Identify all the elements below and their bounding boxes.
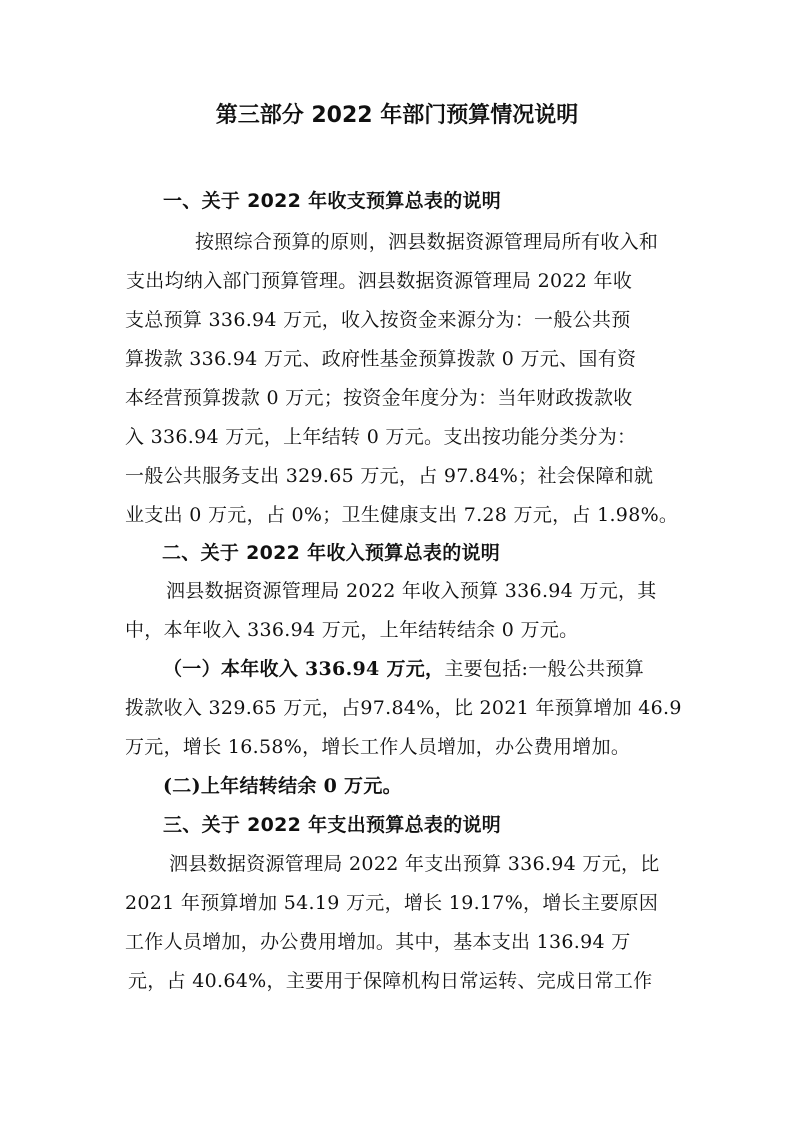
paragraph-line: 业支出 0 万元，占 0%；卫生健康支出 7.28 万元，占 1.98%。 xyxy=(125,504,679,526)
paragraph-line: 按照综合预算的原则，泗县数据资源管理局所有收入和 xyxy=(195,231,659,253)
paragraph-line: 入 336.94 万元，上年结转 0 万元。支出按功能分类分为： xyxy=(125,426,637,448)
paragraph-line: 拨款收入 329.65 万元，占97.84%，比 2021 年预算增加 46.9 xyxy=(125,697,682,719)
paragraph-line: 工作人员增加，办公费用增加。其中，基本支出 136.94 万 xyxy=(125,931,631,953)
page-title: 第三部分 2022 年部门预算情况说明 xyxy=(215,103,579,128)
subsection-2-heading: (二)上年结转结余 0 万元。 xyxy=(163,775,402,797)
section-heading-3: 三、关于 2022 年支出预算总表的说明 xyxy=(163,814,502,836)
paragraph-line: 2021 年预算增加 54.19 万元，增长 19.17%，增长主要原因 xyxy=(125,892,659,914)
subsection-1-heading: （一）本年收入 336.94 万元， xyxy=(163,658,445,680)
subsection-1-line xyxy=(163,656,644,682)
paragraph-line: 支总预算 336.94 万元，收入按资金来源分为：一般公共预 xyxy=(125,309,631,331)
subsection-1-text: 主要包括:一般公共预算 xyxy=(444,658,645,680)
paragraph-line: 泗县数据资源管理局 2022 年收入预算 336.94 万元，其 xyxy=(166,580,657,602)
paragraph-line: 支出均纳入部门预算管理。泗县数据资源管理局 2022 年收 xyxy=(126,270,633,292)
paragraph-line: 一般公共服务支出 329.65 万元，占 97.84%；社会保障和就 xyxy=(125,465,654,487)
section-heading-2: 二、关于 2022 年收入预算总表的说明 xyxy=(162,542,501,564)
paragraph-line: 泗县数据资源管理局 2022 年支出预算 336.94 万元，比 xyxy=(169,853,660,875)
paragraph-line: 元，占 40.64%，主要用于保障机构日常运转、完成日常工作 xyxy=(128,970,653,992)
paragraph-line: 本经营预算拨款 0 万元；按资金年度分为：当年财政拨款收 xyxy=(125,387,633,409)
paragraph-line: 中，本年收入 336.94 万元，上年结转结余 0 万元。 xyxy=(125,619,579,641)
section-heading-1: 一、关于 2022 年收支预算总表的说明 xyxy=(163,190,502,212)
paragraph-line: 万元，增长 16.58%，增长工作人员增加，办公费用增加。 xyxy=(125,736,631,758)
paragraph-line: 算拨款 336.94 万元、政府性基金预算拨款 0 万元、国有资 xyxy=(125,348,637,370)
